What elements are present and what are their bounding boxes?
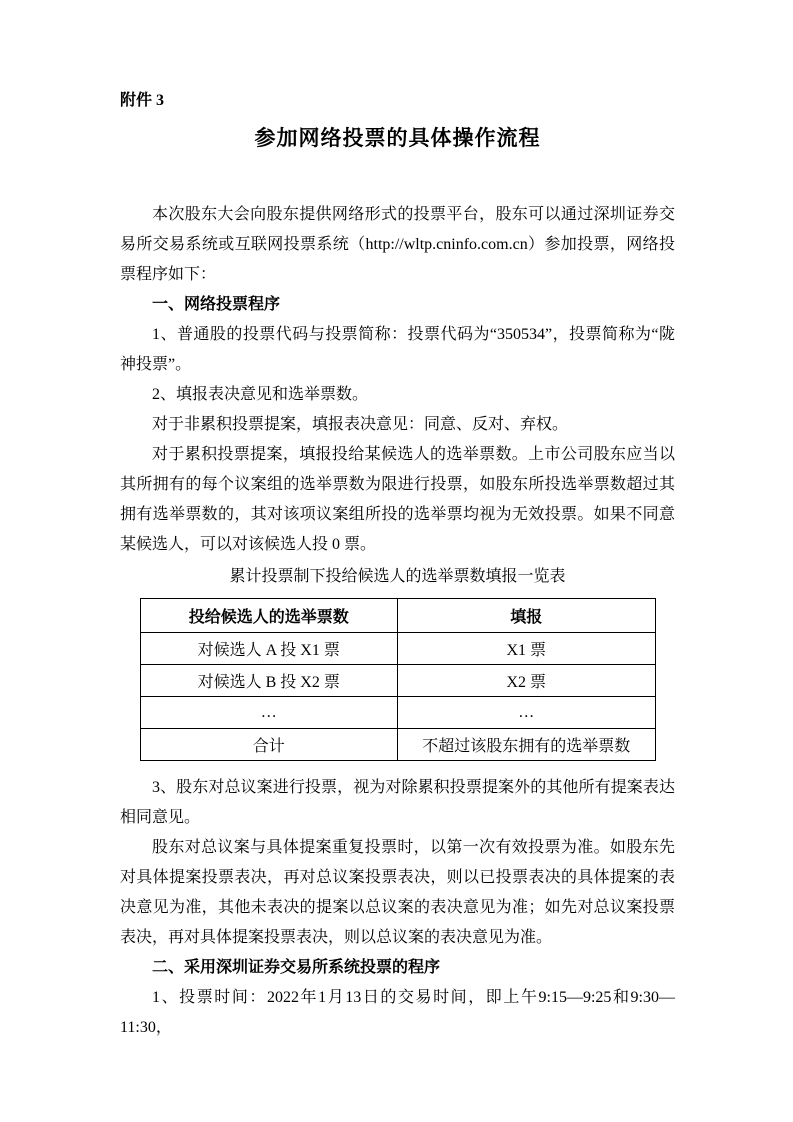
table-cell-candidate-b-fill: X2 票	[398, 665, 656, 697]
paragraph-general-proposal: 3、股东对总议案进行投票，视为对除累积投票提案外的其他所有提案表达相同意见。	[120, 779, 675, 826]
paragraph-fill-opinion: 2、填报表决意见和选举票数。	[152, 386, 369, 403]
cumulative-vote-table	[140, 598, 656, 761]
table-header-row	[140, 599, 655, 633]
table-cell-ellipsis: …	[140, 697, 398, 729]
section-1-heading: 一、网络投票程序	[152, 296, 281, 313]
table-row	[140, 729, 655, 761]
section-2-heading: 二、采用深圳证券交易所系统投票的程序	[152, 959, 441, 976]
intro-paragraph: 本次股东大会向股东提供网络形式的投票平台，股东可以通过深圳证券交易所交易系统或互联网投票系统（http://wltp.cninfo.com.cn）参加投票，网络投票程序如下：	[120, 206, 675, 283]
paragraph-non-cumulative: 对于非累积投票提案，填报表决意见：同意、反对、弃权。	[152, 416, 569, 433]
table-header-fill: 填报	[398, 599, 656, 633]
table-caption: 累计投票制下投给候选人的选举票数填报一览表	[229, 568, 566, 585]
table-cell-candidate-a: 对候选人 A 投 X1 票	[140, 633, 398, 665]
paragraph-duplicate-vote: 股东对总议案与具体提案重复投票时，以第一次有效投票为准。如股东先对具体提案投票表决，再对总议案投票表决，则以已投票表决的具体提案的表决意见为准，其他未表决的提案以总议案的表决意见为准；如先对总议案投票表决，再对具体提案投票表决，则以总议案的表决意见为准。	[120, 839, 675, 946]
table-row	[140, 697, 655, 729]
table-header-votes: 投给候选人的选举票数	[140, 599, 398, 633]
paragraph-vote-code: 1、普通股的投票代码与投票简称：投票代码为“350534”，投票简称为“陇神投票”。	[120, 326, 675, 373]
document-title: 参加网络投票的具体操作流程	[254, 127, 541, 150]
table-cell-ellipsis-fill: …	[398, 697, 656, 729]
table-row	[140, 633, 655, 665]
table-cell-candidate-b: 对候选人 B 投 X2 票	[140, 665, 398, 697]
table-row	[140, 665, 655, 697]
table-cell-candidate-a-fill: X1 票	[398, 633, 656, 665]
table-cell-total: 合计	[140, 729, 398, 761]
table-cell-total-fill: 不超过该股东拥有的选举票数	[398, 729, 656, 761]
attachment-label: 附件 3	[120, 92, 165, 109]
paragraph-vote-time: 1、投票时间：2022年1月13日的交易时间，即上午9:15—9:25和9:30—11:30，	[120, 989, 675, 1036]
paragraph-cumulative: 对于累积投票提案，填报投给某候选人的选举票数。上市公司股东应当以其所拥有的每个议案组的选举票数为限进行投票，如股东所投选举票数超过其拥有选举票数的，其对该项议案组所投的选举票均视为无效投票。如果不同意某候选人，可以对该候选人投 0 票。	[120, 446, 675, 553]
